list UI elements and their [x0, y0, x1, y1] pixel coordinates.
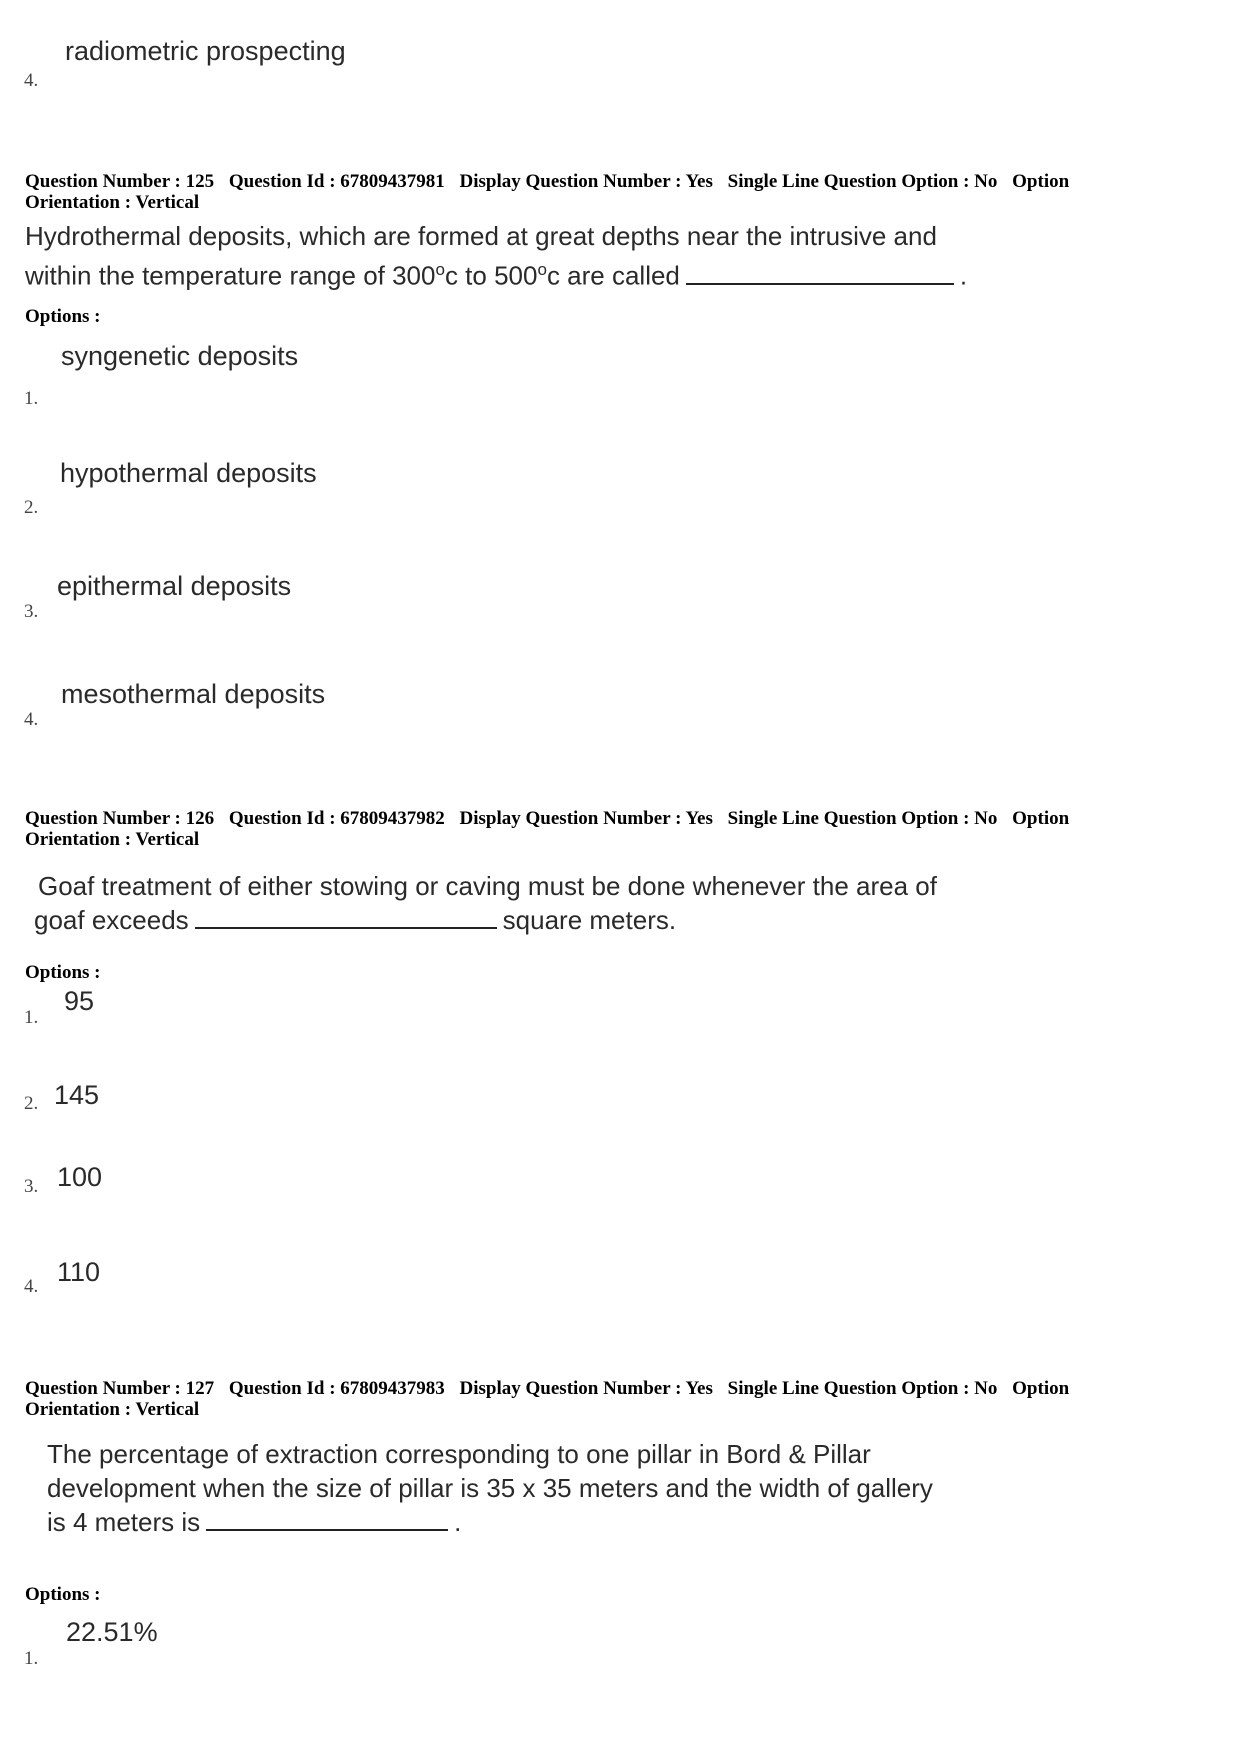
question-line: The percentage of extraction corresponding to one pillar in Bord & Pillar: [47, 1439, 871, 1469]
question-number: Question Number : 126: [25, 808, 215, 829]
option-text: syngenetic deposits: [61, 341, 299, 371]
question-meta: [25, 1378, 1165, 1420]
question-line: Goaf treatment of either stowing or caving must be done whenever the area of: [38, 871, 937, 901]
option-number: 2.: [24, 497, 39, 518]
option-text: mesothermal deposits: [61, 679, 326, 709]
display-question-number: Display Question Number : Yes: [459, 808, 713, 829]
option-text: 145: [54, 1080, 100, 1110]
single-line-option: Single Line Question Option : No: [727, 808, 998, 829]
option-text: 95: [64, 986, 95, 1016]
single-line-option: Single Line Question Option : No: [727, 171, 998, 192]
single-line-option: Single Line Question Option : No: [727, 1378, 998, 1399]
option-number: 1.: [24, 1007, 39, 1028]
question-id: Question Id : 67809437982: [228, 808, 445, 829]
option-number: 2.: [24, 1093, 39, 1114]
answer-blank: [206, 1507, 448, 1531]
question-id: Question Id : 67809437981: [228, 171, 445, 192]
question-line: goaf exceeds square meters.: [34, 905, 677, 935]
option-number: 3.: [24, 601, 39, 622]
question-text: [25, 219, 1125, 293]
question-line: within the temperature range of 300$^o$c to 500$^o$c are called .: [25, 260, 968, 291]
option-number: 1.: [24, 1648, 39, 1669]
option-number: 1.: [24, 388, 39, 409]
option-number: 4.: [24, 1276, 39, 1297]
option-text: 110: [57, 1257, 101, 1287]
option-text: 100: [57, 1162, 103, 1192]
question-number: Question Number : 125: [25, 171, 215, 192]
question-line: Hydrothermal deposits, which are formed at great depths near the intrusive and: [25, 221, 937, 251]
question-line: development when the size of pillar is 35 x 35 meters and the width of gallery: [47, 1473, 933, 1503]
answer-blank: [686, 261, 954, 285]
option-orientation: Option Orientation : Vertical: [25, 171, 1070, 213]
display-question-number: Display Question Number : Yes: [459, 171, 713, 192]
display-question-number: Display Question Number : Yes: [459, 1378, 713, 1399]
question-text: [34, 869, 1138, 937]
options-label: Options :: [25, 962, 101, 983]
question-text: [47, 1437, 1147, 1539]
question-number: Question Number : 127: [25, 1378, 215, 1399]
answer-blank: [195, 905, 497, 929]
option-orientation: Option Orientation : Vertical: [25, 1378, 1070, 1420]
option-number: 3.: [24, 1176, 39, 1197]
option-text: hypothermal deposits: [60, 458, 317, 488]
question-meta: [25, 808, 1165, 850]
option-text: radiometric prospecting: [65, 36, 346, 66]
option-orientation: Option Orientation : Vertical: [25, 808, 1070, 850]
option-text: 22.51%: [66, 1617, 158, 1647]
question-meta: [25, 171, 1165, 213]
option-number: 4.: [24, 70, 39, 91]
question-line: is 4 meters is .: [47, 1507, 462, 1537]
option-number: 4.: [24, 709, 39, 730]
options-label: Options :: [25, 306, 101, 327]
option-text: epithermal deposits: [57, 571, 292, 601]
question-id: Question Id : 67809437983: [228, 1378, 445, 1399]
options-label: Options :: [25, 1584, 101, 1605]
